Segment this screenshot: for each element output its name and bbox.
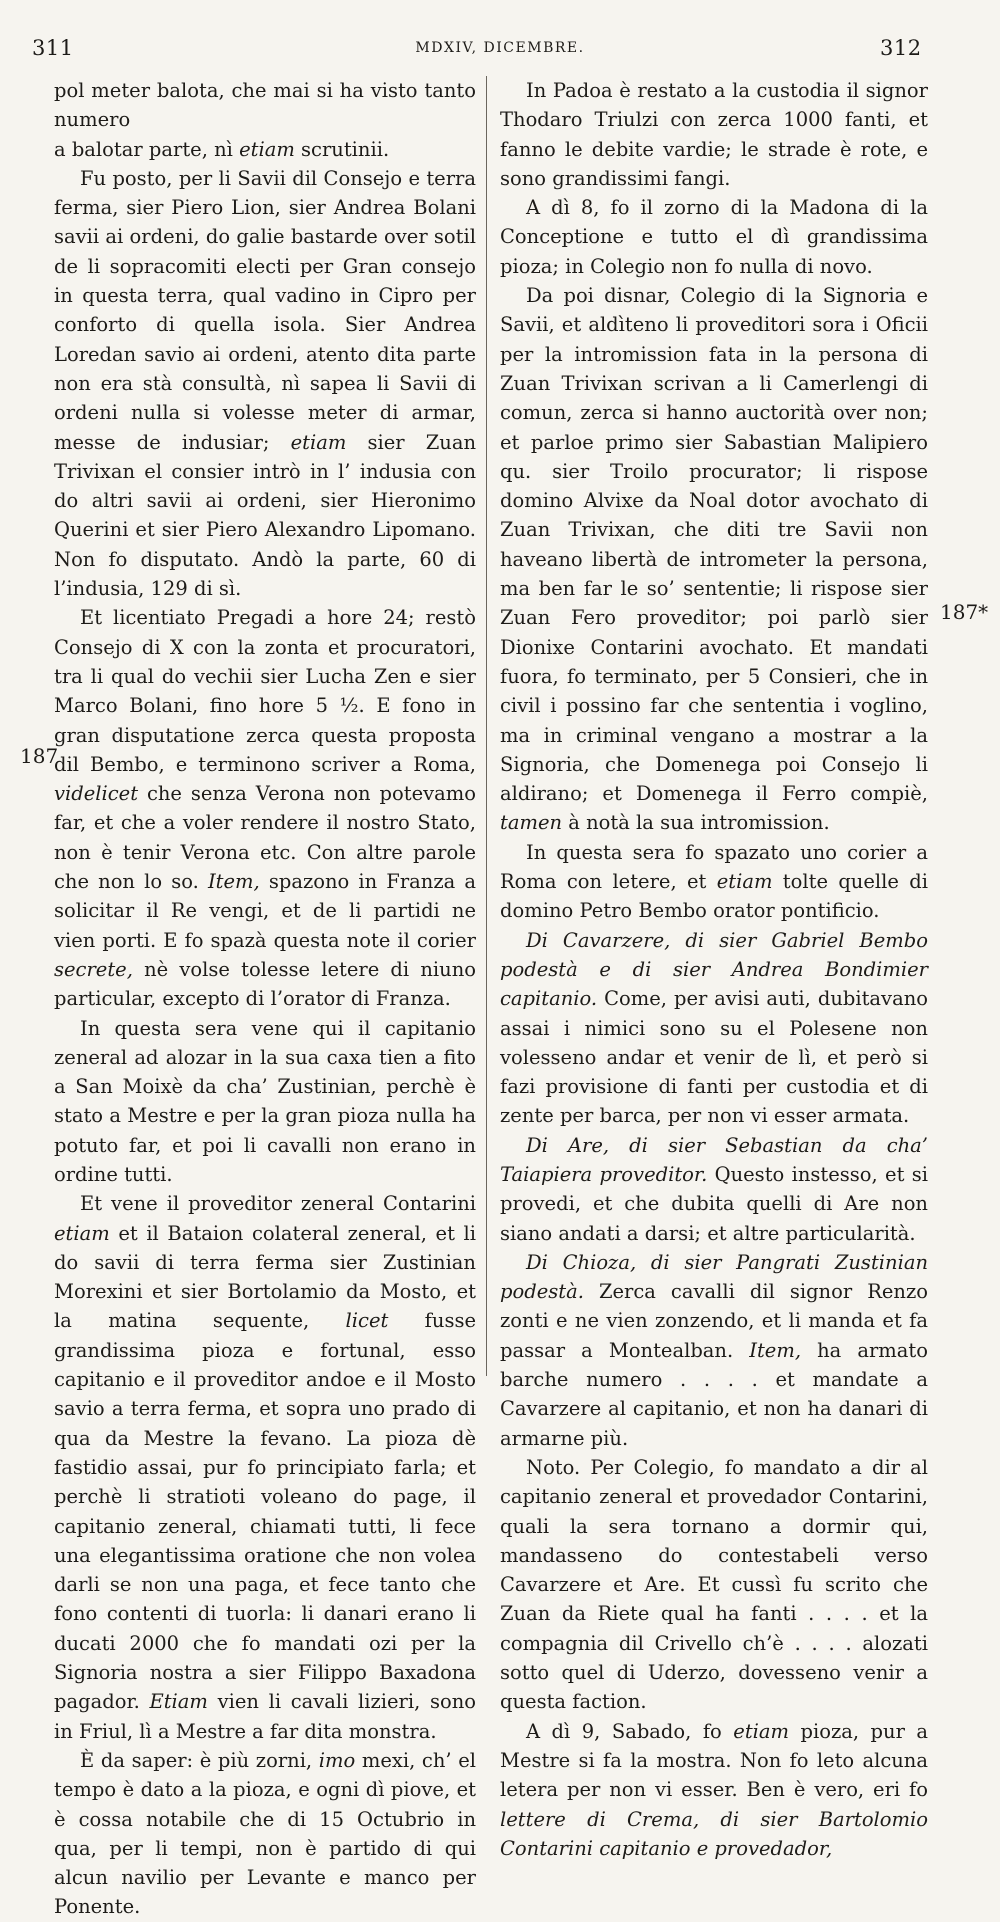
paragraph: Et vene il proveditor zeneral Contarini etiam et il Bataion colateral zeneral, et li do savii di terra ferma sier Zustinian Morexini et sier Bortolamio da Mosto, et la matina sequente, licet fusse grandissima pioza e fortunal, esso capitanio e il proveditor andoe e il Mosto savio a terra ferma, et sopra uno prado di qua da Mestre la fevano. La pioza dè fastidio assai, pur fo principiato farla; et perchè li stratioti voleano do page, il capitanio zeneral, chiamati tutti, li fece una elegantissima oratione che non volea darli se non una paga, et fece tanto che fono contenti di tuorla: li danari erano li ducati 2000 che fo mandati ozi per la Signoria nostra a sier Filippo Baxadona pagador. Etiam vien li cavali lizieri, sono in Friul, lì a Mestre a far dita monstra.: [54, 1192, 477, 1743]
column-divider: [486, 76, 487, 1376]
paragraph: Et licentiato Pregadi a hore 24; restò Consejo di X con la zonta et procuratori, tra li qual do vechii sier Lucha Zen e sier Marco Bolani, fino hore 5 ½. E fono in gran disputatione zerca questa proposta dil Bembo, e terminono scriver a Roma, videlicet che senza Verona non potevamo far, et che a voler rendere il nostro Stato, non è tenir Verona etc. Con altre parole che non lo so. Item, spazono in Franza a solicitar il Re vengi, et de li partidi ne vien porti. E fo spazà questa note il corier secrete, nè volse tolesse letere di niuno particular, excepto di l’orator di Franza.: [54, 606, 476, 1011]
right-page-number: 312: [880, 36, 922, 60]
paragraph: pol meter balota, che mai si ha visto tanto numero a balotar parte, nì etiam scrutinii.: [54, 79, 476, 161]
paragraph: Di Cavarzere, di sier Gabriel Bembo podestà e di sier Andrea Bondimier capitanio. Come, per avisi auti, dubitavano assai i nimici sono su el Polesene non volesseno andar et venir de lì, et però si fazi provisione di fanti per custodia et di zente per barca, per non vi esser armata.: [500, 928, 928, 1128]
left-page-number: 311: [32, 36, 74, 60]
paragraph: In questa sera vene qui il capitanio zeneral ad alozar in la sua caxa tien a fito a San Moixè da cha’ Zustinian, perchè è stato a Mestre e per la gran pioza nulla ha potuto far, et poi li cavalli non erano in ordine tutti.: [54, 1016, 476, 1186]
paragraph: A dì 9, Sabado, fo etiam pioza, pur a Mestre si fa la mostra. Non fo leto alcuna letera per non vi esser. Ben è vero, eri fo lettere di Crema, di sier Bartolomio Contarini capitanio e provedador,: [500, 1719, 928, 1860]
paragraph: Noto. Per Colegio, fo mandato a dir al capitanio zeneral et provedador Contarini, quali la sera tornano a dormir qui, mandasseno do contestabeli verso Cavarzere et Are. Et cussì fu scrito che Zuan da Riete qual ha fanti . . . . et la compagnia dil Crivello ch’è . . . . alozati sotto quel di Uderzo, dovesseno venir a questa faction.: [500, 1455, 928, 1714]
left-column: [54, 76, 476, 1922]
page-header: [0, 30, 1000, 70]
running-title: MDXIV, DICEMBRE.: [415, 40, 585, 56]
paragraph: A dì 8, fo il zorno di la Madona di la Conceptione e tutto el dì grandissima pioza; in Colegio non fo nulla di novo.: [500, 196, 928, 278]
right-margin-note: 187*: [940, 600, 989, 624]
right-column: [500, 76, 928, 1863]
paragraph: Da poi disnar, Colegio di la Signoria e Savii, et aldìteno li proveditori sora i Oficii per la intromission fata in la persona di Zuan Trivixan scrivan a li Camerlengi di comun, zerca si hanno auctorità over non; et parloe primo sier Sabastian Malipiero qu. sier Troilo procurator; li rispose domino Alvixe da Noal dotor avochato di Zuan Trivixan, che diti tre Savii non haveano libertà de intrometer la persona, ma ben far le so’ sententie; li rispose sier Zuan Fero proveditor; poi parlò sier Dionixe Contarini avochato. Et mandati fuora, fo terminato, per 5 Consieri, che in civil i possino far che sententia i voglino, ma in criminal vengano a mostrar a la Signoria, che Domenega poi Consejo li aldirano; et Domenega il Ferro compiè, tamen à notà la sua intromission.: [500, 284, 928, 835]
paragraph: In questa sera fo spazato uno corier a Roma con letere, et etiam tolte quelle di domino Petro Bembo orator pontificio.: [500, 840, 928, 923]
paragraph: Di Are, di sier Sebastian da cha’ Taiapiera proveditor. Questo instesso, et si provedi, et che dubita quelli di Are non siano andati a darsi; et altre particularità.: [500, 1133, 928, 1245]
paragraph: Fu posto, per li Savii dil Consejo e terra ferma, sier Piero Lion, sier Andrea Bolani savii ai ordeni, do galie bastarde over sotil de li sopracomiti electi per Gran consejo in questa terra, qual vadino in Cipro per conforto di quella isola. Sier Andrea Loredan savio ai ordeni, atento dita parte non era stà consultà, nì sapea li Savii di ordeni nulla si volesse meter di armar, messe de indusiar; etiam sier Zuan Trivixan el consier intrò in l’ indusia con do altri savii ai ordeni, sier Hieronimo Querini et sier Piero Alexandro Lipomano. Non fo disputato. Andò la parte, 60 di l’indusia, 129 di sì.: [54, 166, 477, 601]
left-margin-note: 187: [20, 744, 59, 768]
paragraph: Di Chioza, di sier Pangrati Zustinian podestà. Zerca cavalli dil signor Renzo zonti e ne vien zonzendo, et li manda et fa passar a Montealban. Item, ha armato barche numero . . . . et mandate a Cavarzere al capitanio, et non ha danari di armarne più.: [500, 1250, 928, 1450]
paragraph: In Padoa è restato a la custodia il signor Thodaro Triulzi con zerca 1000 fanti, et fanno le debite vardie; le strade è rote, e sono grandissimi fangi.: [500, 79, 928, 190]
paragraph: È da saper: è più zorni, imo mexi, ch’ el tempo è dato a la pioza, e ogni dì piove, et è cossa notabile che di 15 Octubrio in qua, per li tempi, non è partido di qui alcun navilio per Levante e manco per Ponente.: [54, 1748, 476, 1919]
